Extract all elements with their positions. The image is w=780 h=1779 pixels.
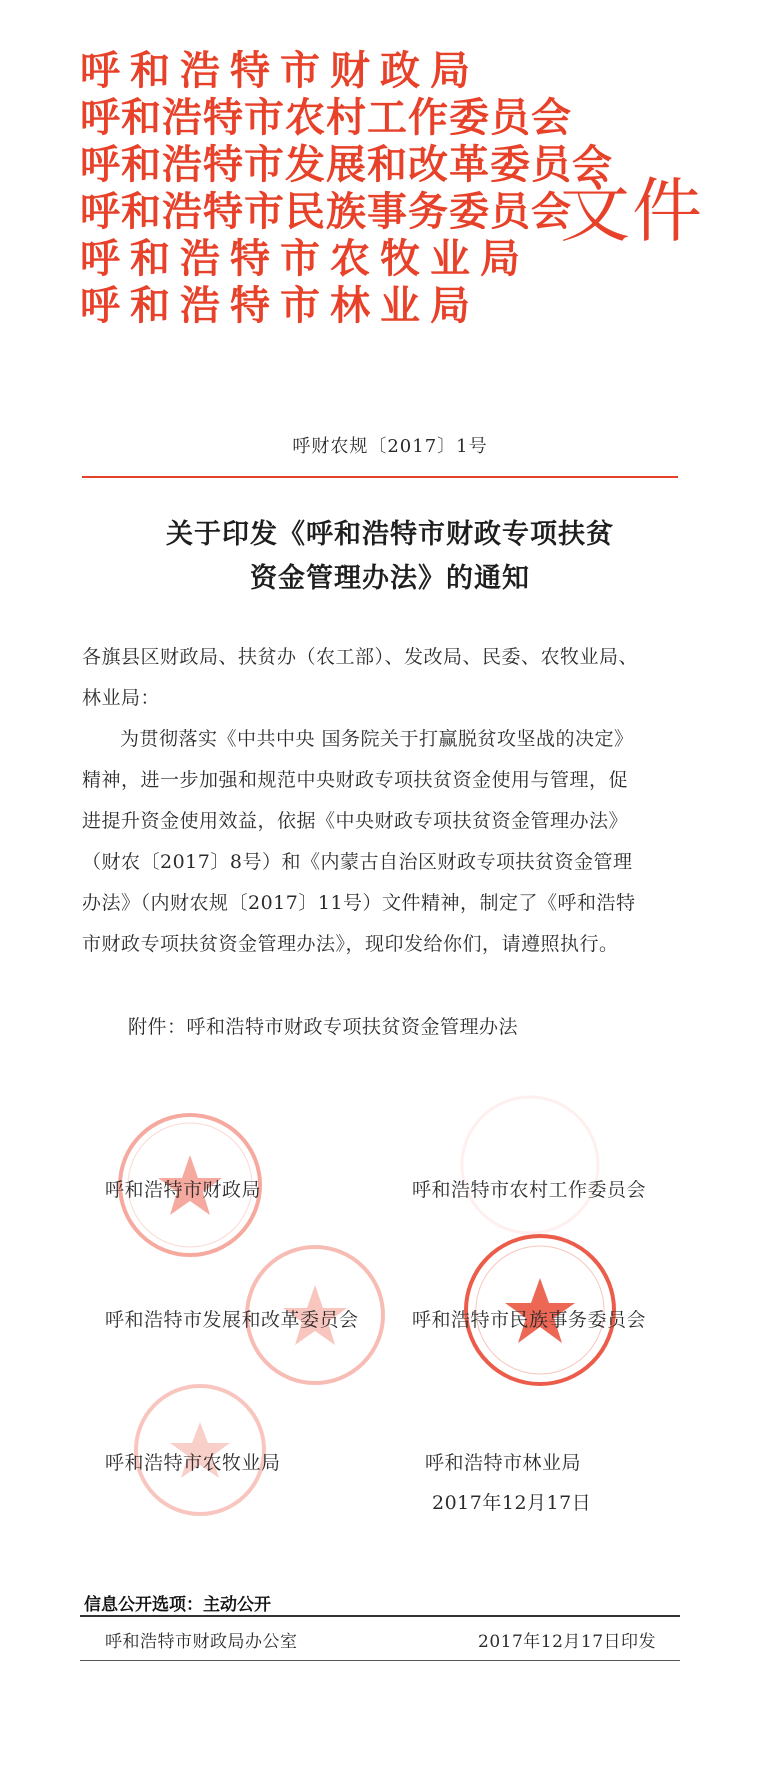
disclosure-option: 信息公开选项：主动公开: [84, 1595, 271, 1615]
paragraph-line: 进提升资金使用效益，依据《中央财政专项扶贫资金管理办法》: [82, 810, 629, 832]
signature-forestry-bureau: 呼和浩特市林业局: [425, 1452, 582, 1474]
paragraph-line: 为贯彻落实《中共中央 国务院关于打赢脱贫攻坚战的决定》: [120, 728, 634, 750]
issuing-office: 呼和浩特市财政局办公室: [105, 1632, 298, 1652]
attachment-note: 附件：呼和浩特市财政专项扶贫资金管理办法: [128, 1016, 519, 1038]
org-development-reform-committee: 呼和浩特市发展和改革委员会: [80, 142, 613, 188]
org-ethnic-affairs-committee: 呼和浩特市民族事务委员会: [80, 189, 572, 235]
org-agriculture-bureau: 呼和浩特市农牧业局: [80, 236, 530, 282]
document-number: 呼财农规〔2017〕1号: [292, 436, 488, 457]
signature-agriculture-bureau: 呼和浩特市农牧业局: [105, 1452, 281, 1474]
footer-bottom-rule: [80, 1660, 680, 1661]
signature-ethnic-affairs-committee: 呼和浩特市民族事务委员会: [412, 1309, 647, 1331]
notice-title-line-2: 资金管理办法》的通知: [250, 563, 530, 594]
paragraph-line: 办法》（内财农规〔2017〕11号）文件精神，制定了《呼和浩特: [82, 892, 636, 914]
org-forestry-bureau: 呼和浩特市林业局: [80, 283, 480, 329]
signature-finance-bureau: 呼和浩特市财政局: [105, 1179, 262, 1201]
issuing-organizations: [80, 48, 613, 330]
official-seal: [455, 1090, 605, 1240]
org-rural-work-committee: 呼和浩特市农村工作委员会: [80, 95, 572, 141]
addressee-line-1: 各旗县区财政局、扶贫办（农工部）、发改局、民委、农牧业局、: [82, 646, 639, 668]
red-divider: [82, 476, 678, 478]
signing-date: 2017年12月17日: [432, 1492, 592, 1514]
paragraph-line: （财农〔2017〕8号）和《内蒙古自治区财政专项扶贫资金管理: [82, 851, 633, 873]
signature-development-reform-committee: 呼和浩特市发展和改革委员会: [105, 1309, 359, 1331]
paragraph-line: 精神，进一步加强和规范中央财政专项扶贫资金使用与管理，促: [82, 769, 629, 791]
signature-rural-work-committee: 呼和浩特市农村工作委员会: [412, 1179, 647, 1201]
footer-top-rule: [80, 1615, 680, 1617]
addressee-line-2: 林业局：: [82, 687, 161, 709]
org-finance-bureau: 呼和浩特市财政局: [80, 48, 480, 94]
paragraph-line: 市财政专项扶贫资金管理办法》，现印发给你们，请遵照执行。: [82, 933, 619, 955]
print-date: 2017年12月17日印发: [478, 1632, 657, 1652]
document-type-label: 文件: [560, 170, 704, 252]
notice-title-line-1: 关于印发《呼和浩特市财政专项扶贫: [166, 519, 614, 550]
